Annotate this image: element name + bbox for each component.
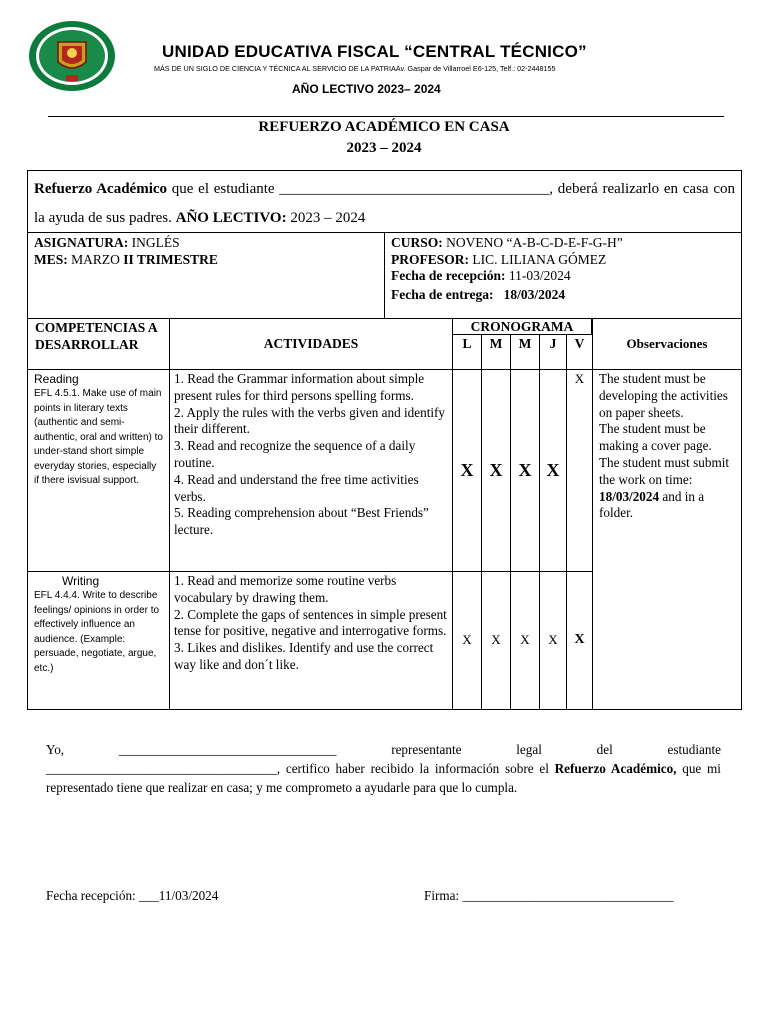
profesor-label: PROFESOR: [391,251,470,267]
competencia-text: EFL 4.5.1. Make use of main points in literary texts (authentic and semi-authentic, oral and written) to under-stand short simple everyday stories, especially if there isvisual support. [34,388,163,486]
mes-value: MARZO [67,251,124,267]
observation-text: and in a folder. [599,488,705,521]
curso-label: CURSO: [391,235,443,250]
intro-year-value: 2023 – 2024 [286,210,366,226]
sig-legal: legal [516,742,542,757]
mark-cell: X [566,571,593,710]
day-m2: M [510,334,540,370]
intro-bold-label: Refuerzo Académico [34,181,168,197]
mark-cell: X [452,571,482,710]
col-competencias: COMPETENCIAS A DESARROLLAR [27,318,170,370]
sig-blank-student: ___________________________________ [46,761,277,776]
day-m1: M [481,334,511,370]
activity-item: 3. Likes and dislikes. Identify and use the correct way like and don´t like. [174,640,434,672]
activities-writing [169,571,453,710]
sig-yo: Yo, [46,742,65,757]
competencia-writing [27,571,170,710]
sig-text: que mi representado tiene que realizar en casa; y me comprometo a ayudarle para que lo cumpla. [46,761,721,795]
school-address: Av. Gaspar de Villarroel E6-125, Telf.: 02-2448155 [395,64,556,73]
mark-cell: X [539,571,567,710]
course-info [384,232,742,319]
mark-cell: X [481,369,511,572]
profesor-value: LIC. LILIANA GÓMEZ [469,251,607,267]
col-cronograma: CRONOGRAMA [452,318,592,335]
fecha-value: ___11/03/2024 [139,888,219,903]
observation-text: The student must be making a cover page. [599,421,712,454]
sig-text: , certifico haber recibido la información sobre el [276,761,555,776]
mark-cell: X [539,369,567,572]
certification-line1 [46,740,721,759]
mark-cell: X [510,571,540,710]
document-subtitle: 2023 – 2024 [346,140,422,156]
mes-label: MES: [34,251,68,267]
activity-item: 2. Apply the rules with the verbs given and identify their different. [174,404,446,437]
activities-reading [169,369,453,572]
asignatura-label: ASIGNATURA: [34,235,129,250]
sig-estudiante: estudiante [667,742,721,757]
recepcion-label: Fecha de recepción: [391,268,506,283]
observation-date: 18/03/2024 [599,488,660,504]
intro-year-label: AÑO LECTIVO: [175,210,287,226]
trimestre-value: II TRIMESTRE [123,251,218,267]
day-v: V [566,334,593,370]
observation-text: The student must submit the work on time: [599,454,730,487]
entrega-value: 18/03/2024 [503,286,566,302]
competencia-text: EFL 4.4.4. Write to describe feelings/ opinions in order to effectively influence an audience. (Example: persuade, negotiate, argue, etc.) [34,590,160,674]
day-l: L [452,334,482,370]
fecha-recepcion [46,888,218,904]
skill-writing: Writing [62,574,100,588]
sig-representante: representante [391,742,462,757]
activity-item: 3. Read and recognize the sequence of a daily routine. [174,438,416,470]
school-year: AÑO LECTIVO 2023– 2024 [292,82,441,96]
activity-item: 5. Reading comprehension about “Best Friends” lecture. [174,505,429,538]
col-observaciones: Observaciones [592,318,742,370]
school-name: UNIDAD EDUCATIVA FISCAL “CENTRAL TÉCNICO” [162,42,587,61]
school-motto: MÁS DE UN SIGLO DE CIENCIA Y TÉCNICA AL SERVICIO DE LA PATRIAAv. Gaspar de Villarroel E6-125, Telf.: 02-2448155 [154,64,556,73]
mark-cell: X [481,571,511,710]
certification-text [46,759,721,797]
sig-blank-parent: _________________________________ [118,742,337,757]
activity-item: 1. Read the Grammar information about simple present rules for third persons spelling forms. [174,371,425,403]
school-logo [28,20,116,92]
skill-reading: Reading [34,372,79,386]
intro-box [27,170,742,233]
observaciones-cell [592,369,742,710]
mark-cell: X [452,369,482,572]
mark-cell: X [510,369,540,572]
mark-cell: X [566,369,593,572]
recepcion-value: 11-03/2024 [505,268,571,283]
competencia-reading [27,369,170,572]
intro-text: que el estudiante ____________________________________, deberá realizarlo en casa con la ayuda de sus padres. [34,181,735,226]
asignatura-value: INGLÉS [128,235,180,250]
observation-text: The student must be developing the activities on paper sheets. [599,371,728,420]
header-divider [48,116,724,117]
document-title: REFUERZO ACADÉMICO EN CASA [258,119,510,135]
sig-del: del [596,742,613,757]
curso-value: NOVENO “A-B-C-D-E-F-G-H” [442,235,623,250]
day-j: J [539,334,567,370]
firma [424,888,673,904]
col-actividades: ACTIVIDADES [169,318,453,370]
activity-item: 1. Read and memorize some routine verbs vocabulary by drawing them. [174,573,397,605]
firma-label: Firma: [424,888,463,903]
subject-info [27,232,385,319]
activity-item: 2. Complete the gaps of sentences in simple present tense for positive, negative and interrogative forms. [174,606,447,639]
entrega-label: Fecha de entrega: [391,286,494,302]
sig-bold: Refuerzo Académico, [554,761,677,776]
firma-line: ________________________________ [462,888,674,903]
activity-item: 4. Read and understand the free time activities verbs. [174,471,419,504]
fecha-label: Fecha recepción: [46,888,139,903]
